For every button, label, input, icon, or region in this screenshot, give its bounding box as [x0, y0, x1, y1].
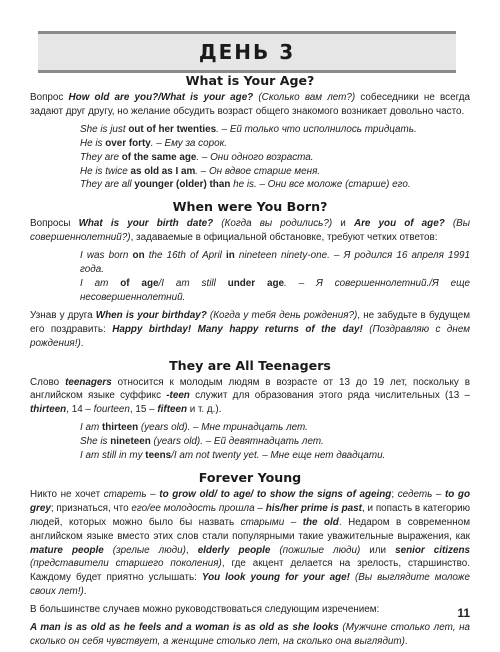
- text-run: . – Он вдвое старше меня.: [195, 165, 321, 177]
- text-run: –: [146, 488, 160, 500]
- highlight-text: nineteen: [110, 436, 151, 448]
- text-run: Узнав у друга: [30, 309, 96, 321]
- highlight-text: under age: [227, 277, 285, 289]
- text-run: Никто не хочет: [30, 488, 104, 500]
- text-run: ; признаться, что: [50, 502, 132, 514]
- text-run: стареть: [103, 488, 147, 500]
- highlight-text: What is your birth date?: [78, 218, 214, 230]
- text-run: They are: [80, 151, 122, 163]
- text-run: . Недаром в современном английском языке вместо этих слов стали популярными такие уважительные выражения, как: [30, 516, 470, 542]
- highlight-text: younger (older) than: [134, 179, 231, 191]
- text-run: (Когда у тебя день рождения?): [206, 309, 358, 321]
- highlight-text: to go grey: [30, 488, 471, 514]
- day-banner: [38, 31, 456, 73]
- text-run: , где акцент делается на зрелость, старшинство. Каждому будет приятно услышать:: [30, 558, 470, 584]
- text-run: (years old). – Ей девятнадцать лет.: [150, 436, 324, 448]
- text-run: ,: [185, 544, 198, 556]
- text-run: –: [254, 502, 266, 514]
- section-heading: Forever Young: [198, 469, 302, 485]
- highlight-text: Happy birthday! Many happy returns of the day!: [112, 323, 363, 335]
- page-number: 11: [457, 606, 470, 620]
- page-content: [30, 70, 470, 649]
- text-run: Слово: [30, 376, 66, 388]
- text-run: (Мужчине столько лет, на сколько он себя чувствует, а женщине столько лет, на сколько она выглядит): [30, 622, 471, 647]
- text-run: I am still in my: [80, 450, 146, 462]
- example-line: [30, 137, 470, 151]
- text-run: fourteen: [93, 404, 130, 416]
- text-run: the 16th of April: [144, 250, 226, 262]
- text-run: старыми: [240, 516, 285, 528]
- text-run: . – Я совершеннолетний./Я еще несовершеннолетний.: [80, 277, 470, 303]
- text-run: –: [432, 488, 445, 500]
- text-run: (Сколько вам лет?): [253, 92, 356, 103]
- quote-paragraph: [30, 621, 470, 649]
- highlight-text: Are you of age?: [353, 218, 445, 230]
- highlight-text: thirteen: [101, 422, 139, 434]
- text-run: nineteen ninety-one. – Я родился 16 апреля 1991 года.: [80, 250, 470, 276]
- example-line: [30, 178, 470, 192]
- text-run: –: [284, 516, 303, 528]
- highlight-text: over forty: [105, 137, 151, 149]
- example-line: [30, 151, 470, 165]
- text-run: (Вы выглядите моложе своих лет!): [30, 572, 470, 598]
- highlight-text: senior citizens: [395, 544, 470, 556]
- text-run: седеть: [397, 488, 433, 500]
- text-run: , не забудьте в будущем его поздравить:: [30, 309, 470, 335]
- text-run: .: [83, 586, 87, 598]
- example-line: [30, 449, 470, 463]
- highlight-text: fifteen: [157, 404, 187, 416]
- highlight-text: of the same age: [121, 151, 197, 163]
- text-run: его/ее молодость прошла: [131, 502, 255, 514]
- paragraph: [30, 309, 470, 351]
- paragraph: [30, 217, 470, 245]
- highlight-text: the old: [302, 516, 339, 528]
- highlight-text: in: [225, 250, 235, 262]
- section-birth: [30, 196, 470, 350]
- text-run: . – Ему за сорок.: [150, 137, 227, 149]
- section-heading: They are All Teenagers: [169, 357, 331, 373]
- example-line: [30, 421, 470, 435]
- text-run: собеседники не всегда задают друг другу, но желание обсудить возраст общего знакомого возникает довольно часто.: [30, 92, 470, 117]
- highlight-text: teenagers: [65, 376, 112, 388]
- example-line: [30, 165, 470, 179]
- text-run: he is. – Они все моложе (старше) его.: [230, 179, 411, 191]
- text-run: , и попасть в категорию людей, которых можно было бы назвать: [30, 502, 470, 528]
- text-run: ;: [391, 488, 398, 500]
- paragraph: [30, 376, 470, 418]
- highlight-text: out of her twenties: [128, 123, 217, 135]
- text-run: I am: [80, 422, 102, 434]
- highlight-text: -teen: [166, 390, 190, 402]
- text-run: В большинстве случаев можно руководствоваться следующим изречением:: [30, 604, 380, 616]
- text-run: и: [332, 218, 354, 230]
- paragraph: [30, 488, 470, 599]
- example-line: [30, 123, 470, 137]
- highlight-text: You look young for your age!: [201, 572, 350, 584]
- text-run: He is twice: [80, 165, 131, 177]
- section-heading: What is Your Age?: [185, 73, 315, 88]
- text-run: . – Они одного возраста.: [196, 151, 314, 163]
- example-list: [30, 249, 470, 305]
- section-forever-young: [30, 467, 470, 649]
- text-run: (years old). – Мне тринадцать лет.: [138, 422, 308, 434]
- example-line: [30, 277, 470, 305]
- highlight-text: A man is as old as he feels and a woman is as old as she looks: [30, 622, 339, 634]
- example-list: [30, 421, 470, 463]
- example-list: [30, 123, 470, 193]
- highlight-text: When is your birthday?: [95, 309, 207, 321]
- text-run: Вопросы: [30, 218, 79, 230]
- example-line: [30, 435, 470, 449]
- text-run: She is just: [80, 123, 129, 135]
- text-run: /I am not twenty yet. – Мне еще нет двадцати.: [171, 450, 386, 462]
- highlight-text: thirteen: [30, 404, 67, 416]
- section-teenagers: [30, 355, 470, 463]
- highlight-text: as old as I am: [130, 165, 196, 177]
- highlight-text: How old are you?/What is your age?: [68, 92, 254, 103]
- example-line: [30, 249, 470, 277]
- text-run: (Вы совершеннолетний?): [30, 218, 471, 244]
- text-run: , 14 –: [66, 404, 94, 416]
- text-run: и т. д.).: [187, 404, 222, 416]
- text-run: (Поздравляю с днем рождения!): [30, 323, 470, 349]
- text-run: They are all: [80, 179, 135, 191]
- text-run: служит для образования этого ряда числительных (13 –: [189, 390, 470, 402]
- highlight-text: mature people: [30, 544, 104, 556]
- text-run: . – Ей только что исполнилось тридцать.: [216, 123, 417, 135]
- text-run: относится к молодым людям в возрасте от 13 до 19 лет, поскольку в английском языке суффикс: [30, 376, 470, 402]
- text-run: I am: [80, 277, 121, 289]
- paragraph: [30, 603, 470, 617]
- highlight-text: of age: [120, 277, 159, 289]
- highlight-text: elderly people: [197, 544, 271, 556]
- text-run: She is: [80, 436, 111, 448]
- text-run: He is: [80, 137, 106, 149]
- text-run: (пожилые люди): [270, 544, 361, 556]
- highlight-text: teens: [145, 450, 172, 462]
- highlight-text: on: [132, 250, 145, 262]
- highlight-text: to grow old/ to age/ to show the signs of ageing: [159, 488, 392, 500]
- text-run: (представители старшего поколения): [30, 558, 222, 570]
- text-run: или: [360, 544, 396, 556]
- text-run: .: [80, 337, 84, 349]
- highlight-text: his/her prime is past: [265, 502, 362, 514]
- paragraph: [30, 91, 470, 119]
- section-heading: When were You Born?: [172, 199, 328, 215]
- text-run: Вопрос: [30, 92, 69, 103]
- text-run: (Когда вы родились?): [213, 218, 333, 230]
- text-run: (зрелые люди): [103, 544, 186, 556]
- text-run: , 15 –: [129, 404, 158, 416]
- text-run: .: [404, 636, 408, 647]
- section-age: [30, 70, 470, 192]
- text-run: , задаваемые в официальной обстановке, требуют четких ответов:: [130, 232, 438, 244]
- text-run: I was born: [80, 250, 133, 262]
- day-title: ДЕНЬ 3: [198, 40, 296, 64]
- text-run: /I am still: [158, 277, 228, 289]
